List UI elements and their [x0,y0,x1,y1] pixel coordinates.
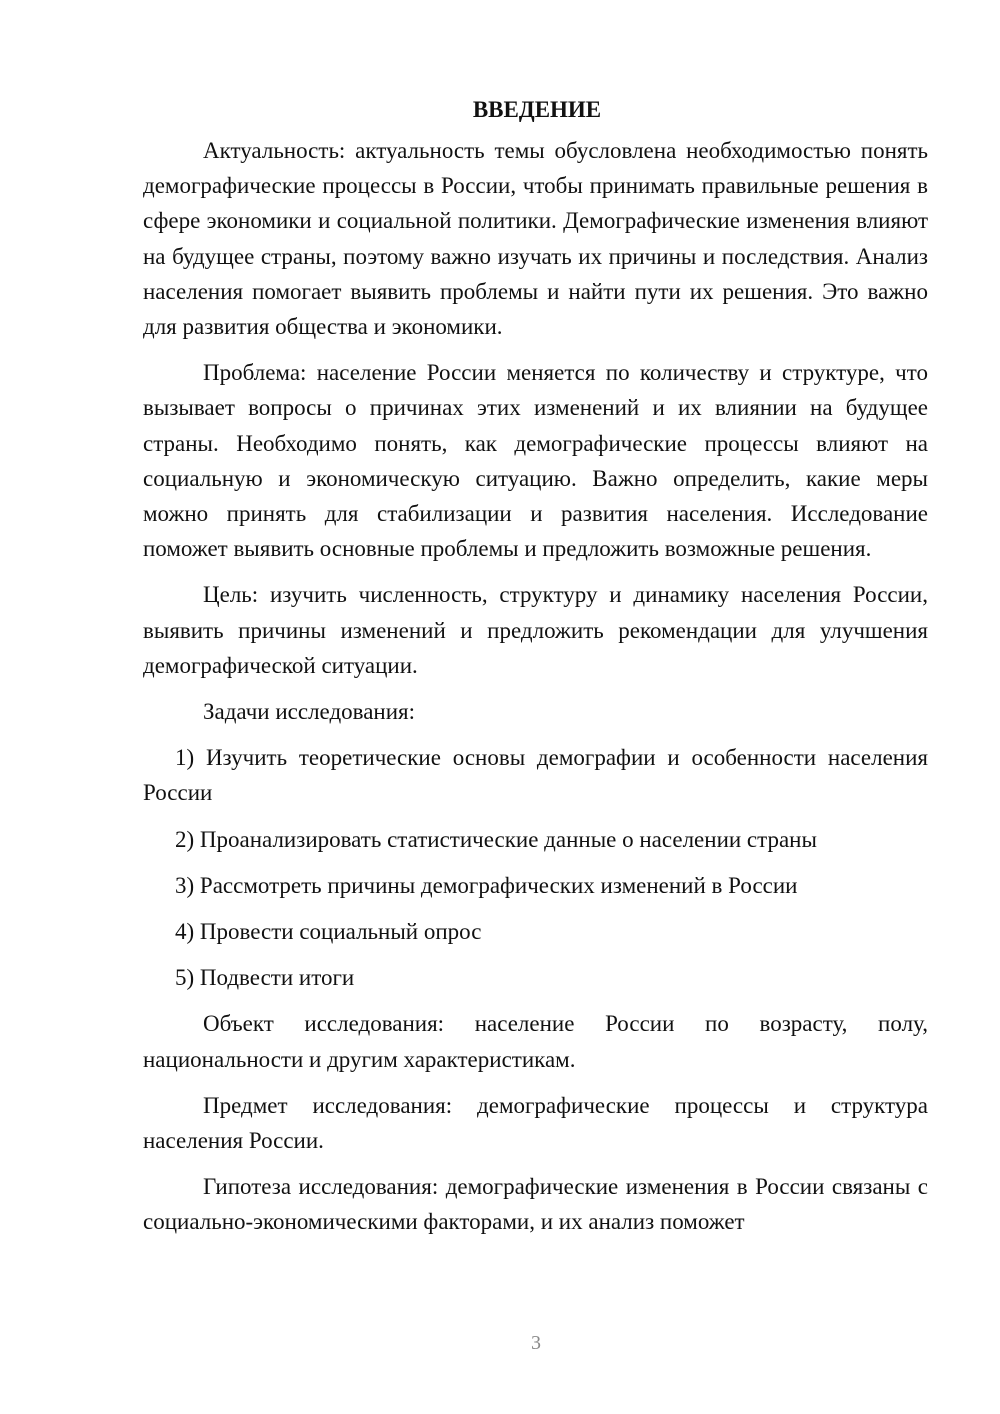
relevance-paragraph: Актуальность: актуальность темы обусловлена необходимостью понять демографические процессы в России, чтобы принимать правильные решения в сфере экономики и социальной политики. Демографические изменения влияют на будущее страны, поэтому важно изучать их причины и последствия. Анализ населения помогает выявить проблемы и найти пути их решения. Это важно для развития общества и экономики. [143,138,928,340]
list-item: 5) Подвести итоги [175,965,355,991]
list-item: 3) Рассмотреть причины демографических изменений в России [175,872,798,898]
page-number: 3 [531,1332,541,1354]
page-content [143,92,928,1251]
list-item: 4) Провести социальный опрос [175,919,482,945]
tasks-list [143,740,928,995]
subject-paragraph: Предмет исследования: демографические процессы и структура населения России. [143,1092,928,1154]
section-title: ВВЕДЕНИЕ [472,97,602,122]
list-item: 2) Проанализировать статистические данные о населении страны [175,826,817,852]
problem-paragraph: Проблема: население России меняется по количеству и структуре, что вызывает вопросы о причинах этих изменений и их влиянии на будущее страны. Необходимо понять, как демографические процессы влияют на социальную и экономическую ситуацию. Важно определить, какие меры можно принять для стабилизации и развития населения. Исследование поможет выявить основные проблемы и предложить возможные решения. [143,360,928,562]
tasks-heading: Задачи исследования: [203,699,416,725]
list-item: 1) Изучить теоретические основы демографии и особенности населения России [143,745,928,806]
object-paragraph: Объект исследования: население России по возрасту, полу, национальности и другим характеристикам. [143,1011,928,1072]
goal-paragraph: Цель: изучить численность, структуру и динамику населения России, выявить причины изменений и предложить рекомендации для улучшения демографической ситуации. [143,582,928,678]
hypothesis-paragraph: Гипотеза исследования: демографические изменения в России связаны с социально-экономическими факторами, и их анализ поможет [143,1174,928,1235]
